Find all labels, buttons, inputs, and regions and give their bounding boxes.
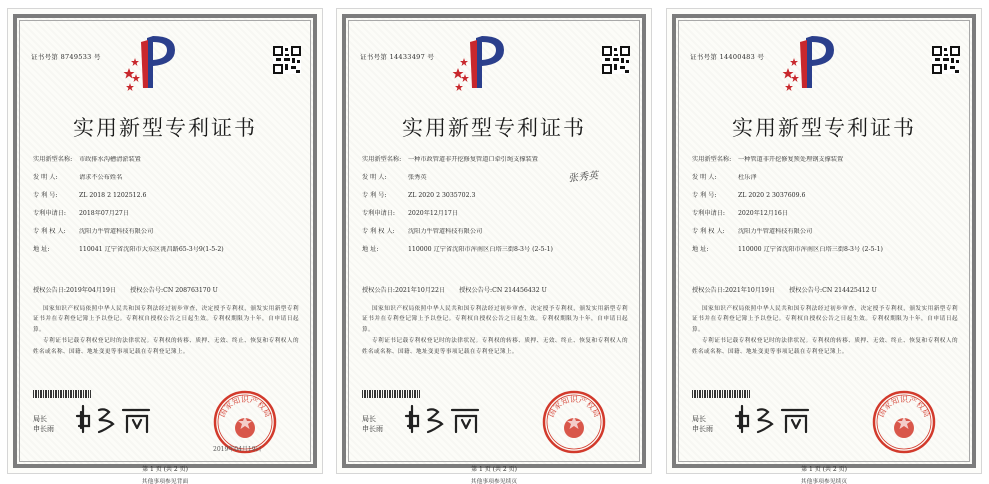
certificate-frame — [13, 14, 317, 473]
field-row: 专 利 权 人: 沈阳力牛管道科技有限公司 — [33, 228, 154, 235]
grant-number: 授权公告号:CN 214456432 U — [459, 287, 547, 294]
certificate-fields — [692, 156, 958, 264]
field-row: 专 利 号: ZL 2020 2 3037609.6 — [692, 192, 806, 199]
official-seal-icon — [542, 390, 606, 454]
body-paragraph: 国家知识产权局依照中华人民共和国专利法经过初步审查，决定授予专利权，颁发实用新型专利证书并在专利登记簿上予以登记。专利权自授权公告之日起生效。专利权期限为十年，自申请日起算。 — [33, 306, 299, 333]
barcode-icon — [33, 390, 91, 398]
body-paragraph: 专利证书记载专利权登记时的法律状况。专利权的转移、质押、无效、终止、恢复和专利权人的姓名或名称、国籍、地址变更等事项记载在专利登记簿上。 — [362, 338, 628, 355]
certificate-number: 证书号第 8749533 号 — [31, 53, 101, 61]
barcode-icon — [362, 390, 420, 398]
certificate-fields — [33, 156, 299, 264]
certificate-title: 实用新型专利证书 — [402, 116, 586, 140]
director-block: 局长 申长雨 — [692, 415, 713, 433]
certificate-number: 证书号第 14400483 号 — [690, 53, 765, 61]
grant-number: 授权公告号:CN 214425412 U — [789, 287, 877, 294]
field-row: 地 址: 110041 辽宁省沈阳市大东区洮昌路65-3号9(1-5-2) — [33, 246, 224, 253]
cnipa-logo-icon — [117, 28, 187, 98]
qr-code-icon — [273, 46, 301, 74]
field-row: 实用新型名称: 一种市政管道非开挖修复管道口牵引绳支撑装置 — [362, 156, 538, 163]
body-paragraph: 专利证书记载专利权登记时的法律状况。专利权的转移、质押、无效、终止、恢复和专利权人的姓名或名称、国籍、地址变更等事项记载在专利登记簿上。 — [692, 338, 958, 355]
patent-certificate-2 — [336, 8, 652, 474]
director-block: 局长 申长雨 — [33, 415, 54, 433]
certificate-number: 证书号第 14433497 号 — [360, 53, 435, 61]
field-row: 专利申请日: 2018年07月27日 — [33, 210, 130, 217]
field-row: 专利申请日: 2020年12月16日 — [692, 210, 789, 217]
field-row: 专 利 权 人: 沈阳力牛管道科技有限公司 — [692, 228, 813, 235]
field-row: 发 明 人: 请求不公布姓名 — [33, 174, 123, 181]
field-row: 专 利 权 人: 沈阳力牛管道科技有限公司 — [362, 228, 483, 235]
director-signature-icon — [75, 402, 167, 436]
seal-date: 2019年04月19日 — [213, 446, 262, 453]
cnipa-logo-icon — [446, 28, 516, 98]
patent-certificate-3 — [666, 8, 982, 474]
certificate-frame — [342, 14, 646, 473]
grant-number: 授权公告号:CN 208763170 U — [130, 287, 218, 294]
field-row: 专利申请日: 2020年12月17日 — [362, 210, 459, 217]
certificate-body — [362, 304, 628, 358]
field-row: 发 明 人: 张秀英 — [362, 174, 427, 181]
below-caption: 其他事项参见续页 — [470, 479, 518, 484]
grant-date: 授权公告日:2021年10月19日 — [692, 287, 776, 294]
page-footer: 第 1 页 (共 2 页) — [142, 466, 188, 473]
svg-text:国家知识产权局: 国家知识产权局 — [546, 395, 602, 419]
qr-code-icon — [602, 46, 630, 74]
director-block: 局长 申长雨 — [362, 415, 383, 433]
grant-info — [362, 285, 561, 294]
barcode-icon — [692, 390, 750, 398]
director-signature-icon — [404, 402, 496, 436]
official-seal-icon — [872, 390, 936, 454]
cnipa-logo-icon — [776, 28, 846, 98]
grant-date: 授权公告日:2019年04月19日 — [33, 287, 117, 294]
grant-date: 授权公告日:2021年10月22日 — [362, 287, 446, 294]
field-row: 发 明 人: 杜乐泽 — [692, 174, 757, 181]
grant-info — [33, 285, 232, 294]
handwritten-note: 张秀英 — [567, 170, 599, 185]
director-signature-icon — [734, 402, 826, 436]
body-paragraph: 国家知识产权局依照中华人民共和国专利法经过初步审查，决定授予专利权，颁发实用新型专利证书并在专利登记簿上予以登记。专利权自授权公告之日起生效。专利权期限为十年，自申请日起算。 — [692, 306, 958, 333]
field-row: 实用新型名称: 市政排水沟槽清淤装置 — [33, 156, 141, 163]
below-caption: 其他事项参见续页 — [800, 479, 848, 484]
certificate-body — [692, 304, 958, 358]
certificate-body — [33, 304, 299, 358]
page-footer: 第 1 页 (共 2 页) — [801, 466, 847, 473]
field-row: 专 利 号: ZL 2020 2 3035702.3 — [362, 192, 476, 199]
below-caption: 其他事项参见背面 — [141, 479, 189, 484]
grant-info — [692, 285, 891, 294]
body-paragraph: 专利证书记载专利权登记时的法律状况。专利权的转移、质押、无效、终止、恢复和专利权人的姓名或名称、国籍、地址变更等事项记载在专利登记簿上。 — [33, 338, 299, 355]
field-row: 专 利 号: ZL 2018 2 1202512.6 — [33, 192, 147, 199]
certificate-title: 实用新型专利证书 — [73, 116, 257, 140]
certificate-title: 实用新型专利证书 — [732, 116, 916, 140]
qr-code-icon — [932, 46, 960, 74]
certificate-frame — [672, 14, 976, 473]
patent-certificate-1 — [7, 8, 323, 474]
page-footer: 第 1 页 (共 2 页) — [471, 466, 517, 473]
body-paragraph: 国家知识产权局依照中华人民共和国专利法经过初步审查，决定授予专利权，颁发实用新型专利证书并在专利登记簿上予以登记。专利权自授权公告之日起生效。专利权期限为十年，自申请日起算。 — [362, 306, 628, 333]
field-row: 地 址: 110000 辽宁省沈阳市浑南区白塔三街8-3号 (2-5-1) — [362, 246, 553, 253]
svg-text:国家知识产权局: 国家知识产权局 — [217, 395, 273, 419]
svg-text:国家知识产权局: 国家知识产权局 — [876, 395, 932, 419]
field-row: 实用新型名称: 一种管道非开挖修复预处理钢支撑装置 — [692, 156, 844, 163]
field-row: 地 址: 110000 辽宁省沈阳市浑南区白塔三街8-3号 (2-5-1) — [692, 246, 883, 253]
